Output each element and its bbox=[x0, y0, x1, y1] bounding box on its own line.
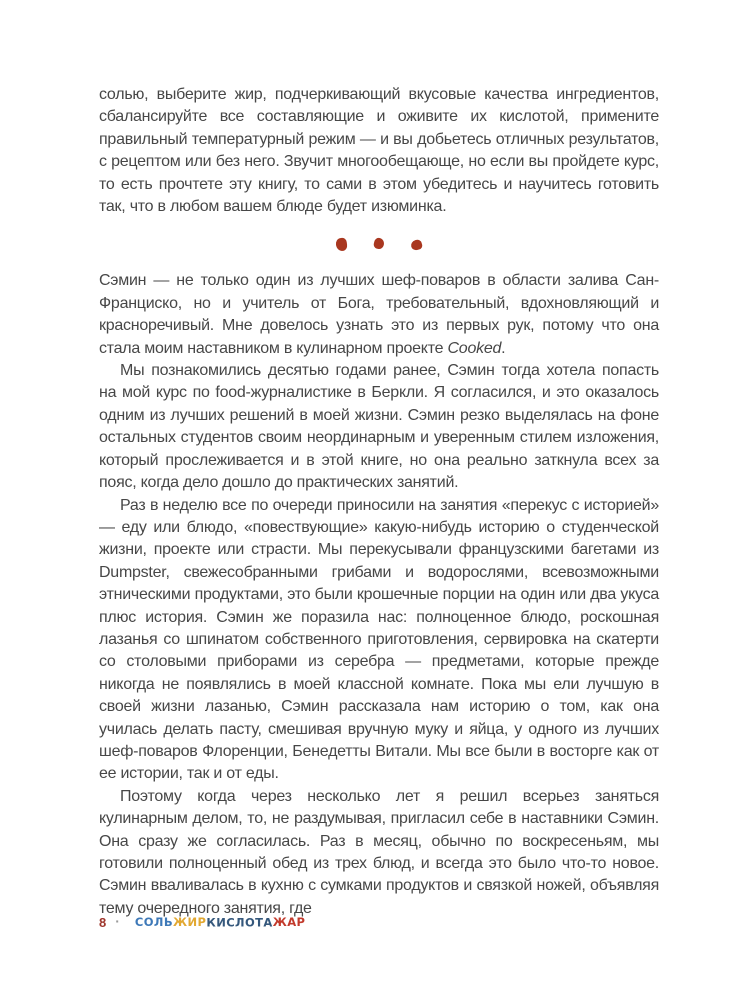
book-title-word-salt: СОЛЬ bbox=[134, 915, 174, 929]
paragraph-samin-intro bbox=[99, 270, 659, 360]
book-title-word-heat: ЖАР bbox=[272, 915, 306, 929]
body-text bbox=[99, 84, 659, 920]
section-separator bbox=[99, 231, 659, 257]
book-title-word-acid: КИСЛОТА bbox=[206, 915, 273, 930]
paragraph-mentorship: Поэтому когда через несколько лет я решил всерьез заняться кулинарным делом, то, не раздумывая, пригласил себе в наставники Сэмин. Она сразу же согласилась. Раз в месяц, обычно по воскресеньям, мы готовили полноценный обед из трех блюд, и всегда это было что-то новое. Сэмин вваливалась в кухню с сумками продуктов и связкой ножей, объявляя тему очередного занятия, где bbox=[99, 787, 659, 917]
paragraph-meeting: Мы познакомились десятью годами ранее, Сэмин тогда хотела попасть на мой курс по food-журналистике в Беркли. Я согласился, и это оказалось одним из лучших решений в моей жизни. Сэмин резко выделялась на фоне остальных студентов своим неординарным и уверенным стилем изложения, который прослеживается и в этой книге, но она реально заткнула всех за пояс, когда дело дошло до практических занятий. bbox=[99, 362, 659, 492]
paragraph-snack-story: Раз в неделю все по очереди приносили на занятия «перекус с историей» — еду или блюдо, «повествующие» какую-нибудь историю о студенческой жизни, проекте или страсти. Мы перекусывали французскими багетами из Dumpster, свежесобранными грибами и водорослями, всевозможными этническими продуктами, это были крошечные порции на один или два укуса плюс история. Сэмин же поразила нас: полноценное блюдо, роскошная лазанья со шпинатом собственного приготовления, сервировка на скатерти со столовыми приборами из серебра — предметами, которые прежде никогда не появлялись в моей классной комнате. Пока мы ели лучшую в своей жизни лазанью, Сэмин рассказала нам историю о том, как она училась делать пасту, смешивая вручную муку и яйца, у одного из лучших шеф-поваров Флоренции, Бенедетты Витали. Мы все были в восторге как от ее истории, так и от еды. bbox=[99, 496, 659, 783]
paragraph-text: Сэмин — не только один из лучших шеф-поваров в области залива Сан-Франциско, но и учитель от Бога, требовательный, вдохновляющий и красноречивый. Мне довелось узнать это из первых рук, потому что она стала моим наставником в кулинарном проекте bbox=[99, 272, 659, 357]
page-footer bbox=[99, 914, 305, 930]
italic-term: Cooked bbox=[447, 339, 502, 357]
footer-separator-dot: · bbox=[115, 913, 120, 929]
separator-dot-icon bbox=[335, 237, 348, 251]
book-title bbox=[135, 915, 305, 929]
page-number: 8 bbox=[99, 914, 107, 930]
paragraph-text: . bbox=[501, 339, 506, 357]
paragraph-continuation: солью, выберите жир, подчеркивающий вкусовые качества ингредиентов, сбалансируйте все составляющие и оживите их кислотой, примените правильный температурный режим — и вы добьетесь отличных результатов, с рецептом или без него. Звучит многообещающе, но если вы пройдете курс, то есть прочтете эту книгу, то сами в этом убедитесь и научитесь готовить так, что в любом вашем блюде будет изюминка. bbox=[99, 86, 659, 216]
book-title-word-fat: ЖИР bbox=[173, 915, 207, 929]
separator-dot-icon bbox=[373, 237, 385, 250]
separator-dot-icon bbox=[410, 239, 423, 252]
